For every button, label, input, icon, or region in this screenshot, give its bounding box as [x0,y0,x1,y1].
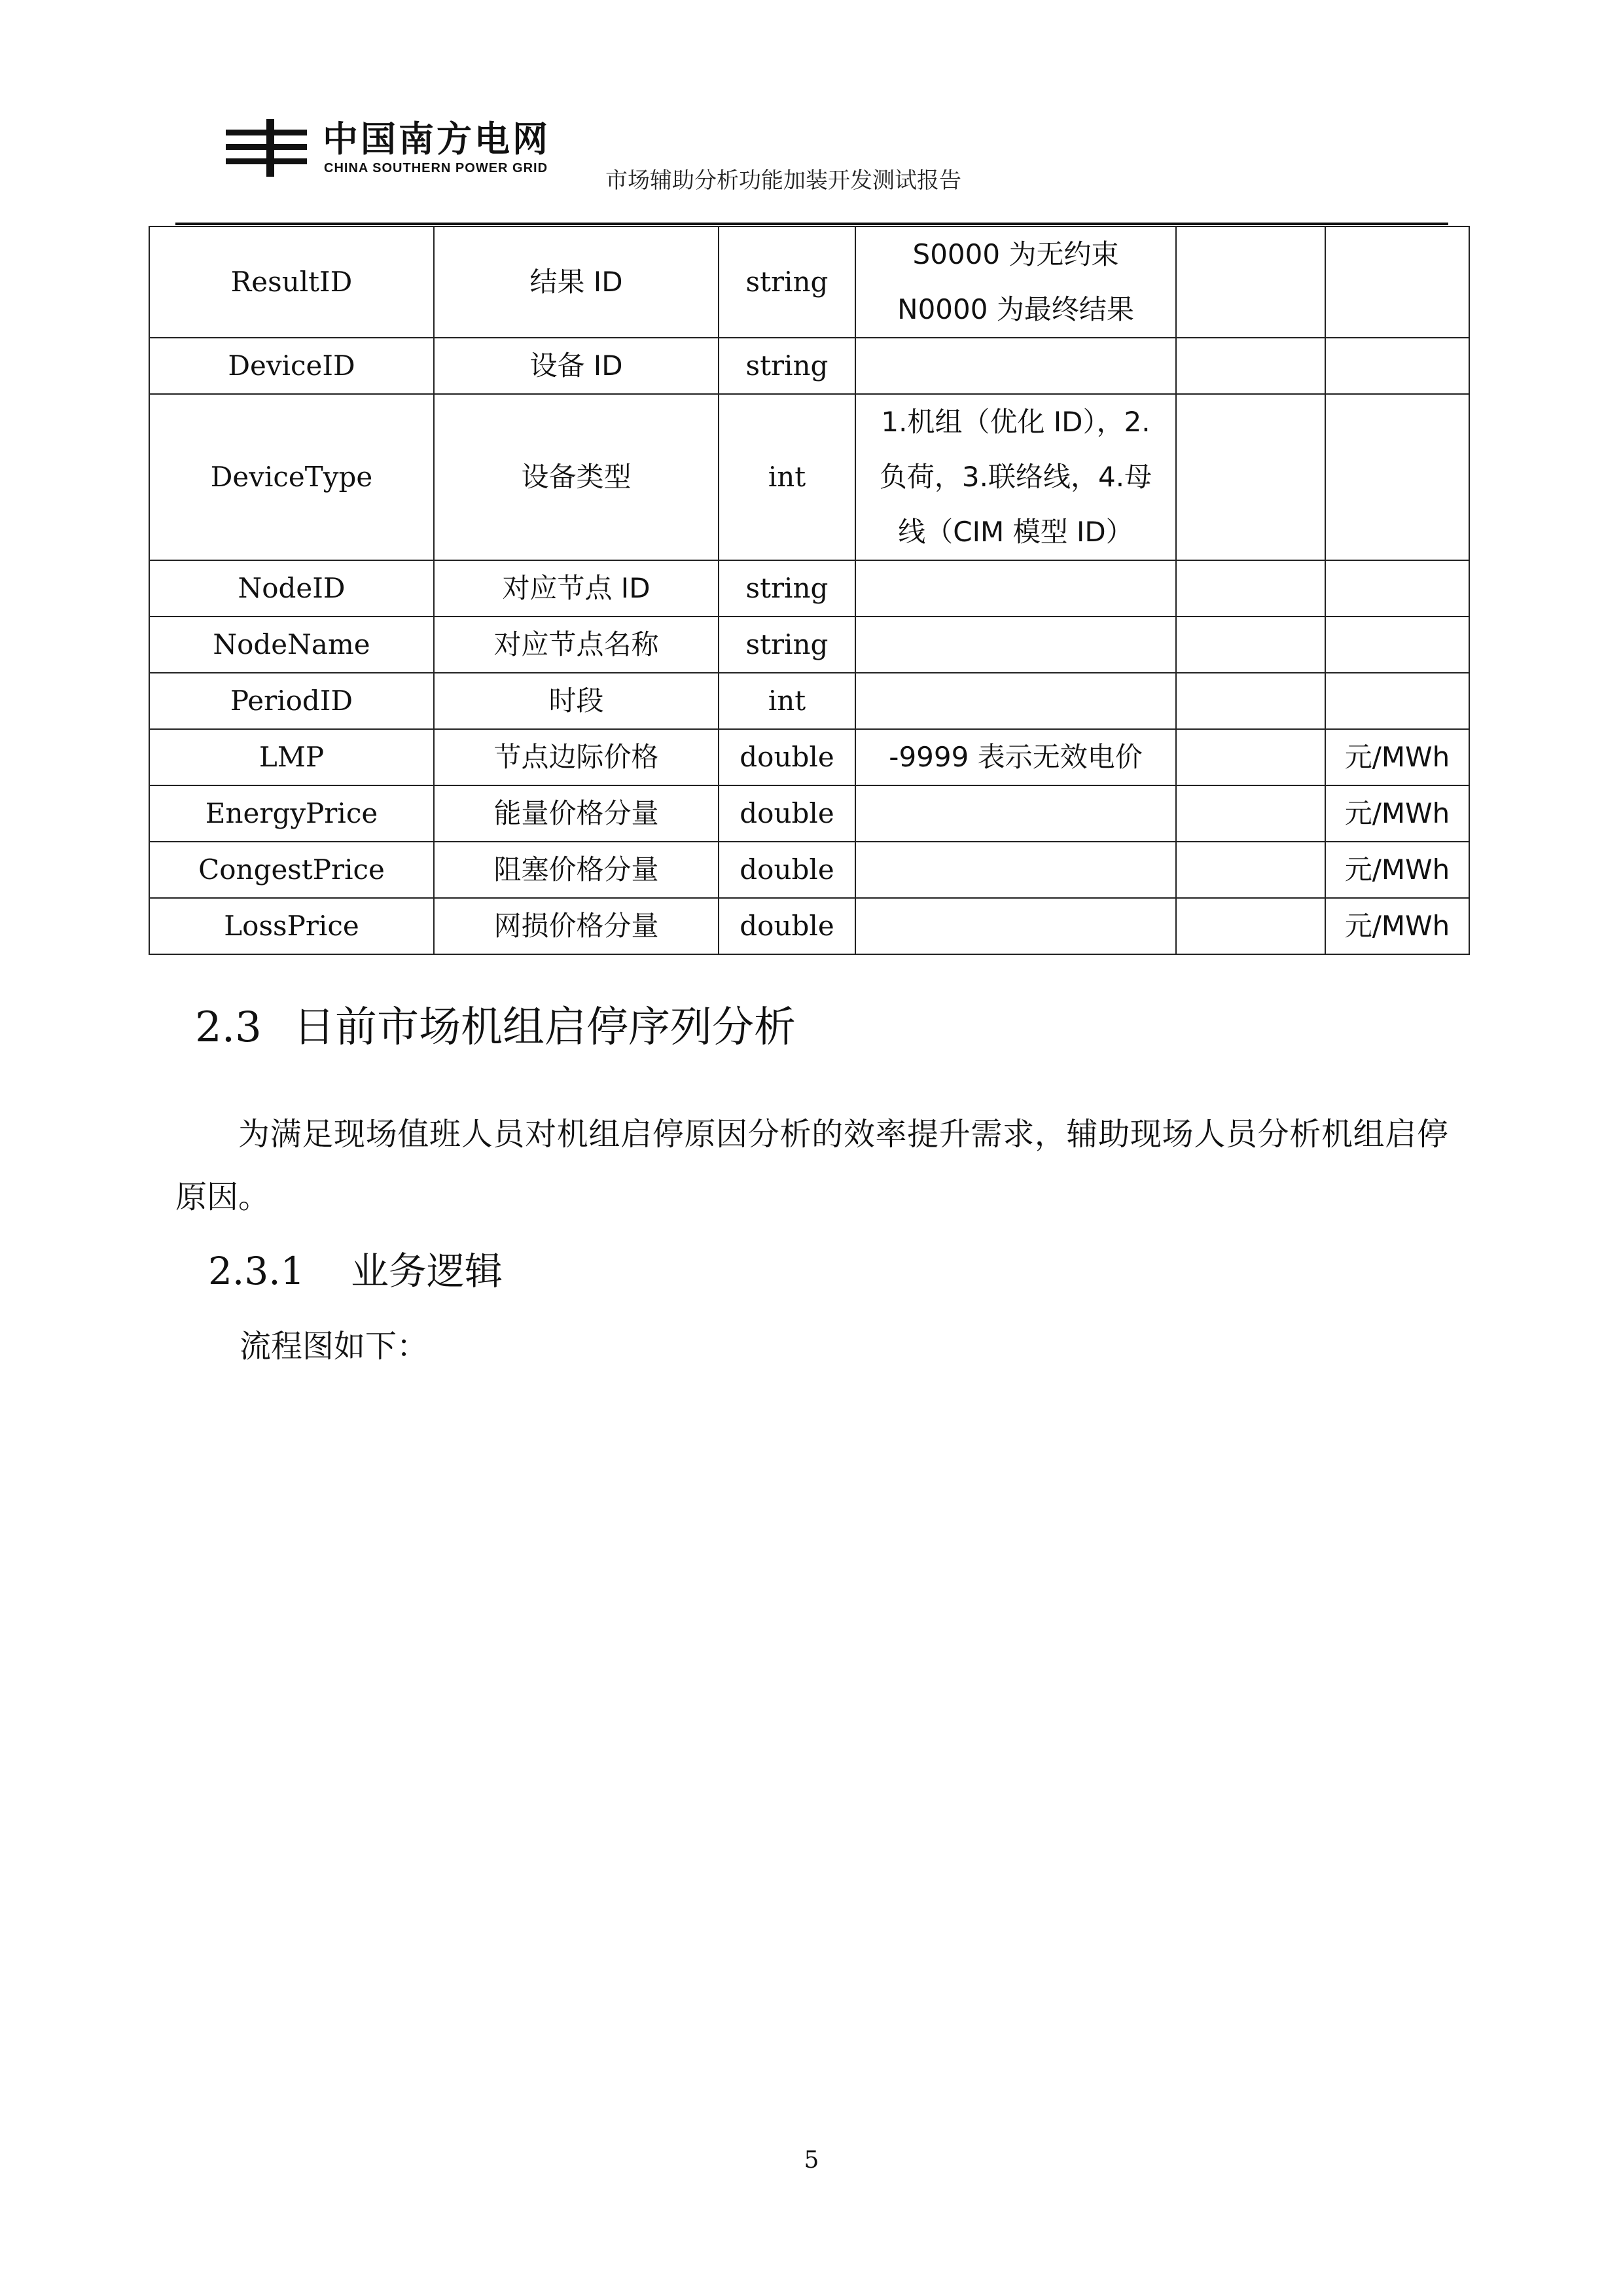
cell-type: string [719,226,855,338]
cell-name: 节点边际价格 [434,729,719,785]
cell-unit: 元/MWh [1325,729,1469,785]
cell-type: double [719,898,855,954]
subsection-number: 2.3.1 [208,1249,305,1293]
cell-extra [1176,785,1325,842]
cell-unit [1325,673,1469,729]
table-row [149,617,1469,673]
desc-line: S0000 为无约束 [912,238,1119,270]
cell-type: double [719,785,855,842]
cell-desc [855,394,1176,560]
table-row [149,338,1469,394]
cell-extra [1176,898,1325,954]
cell-desc [855,785,1176,842]
cell-unit [1325,394,1469,560]
table-row [149,673,1469,729]
table-row [149,842,1469,898]
flowchart-caption: 流程图如下： [240,1328,429,1365]
table-row [149,785,1469,842]
cell-unit [1325,560,1469,617]
subsection-title: 业务逻辑 [351,1249,503,1293]
cell-unit [1325,226,1469,338]
table-row [149,560,1469,617]
logo-chinese-name: 中国南方电网 [323,118,550,160]
cell-type: string [719,617,855,673]
section-number: 2.3 [195,1003,262,1052]
cell-extra [1176,394,1325,560]
cell-field: NodeID [149,560,434,617]
cell-name: 对应节点 ID [434,560,719,617]
cell-name: 阻塞价格分量 [434,842,719,898]
table-row [149,729,1469,785]
power-grid-logo-icon [226,115,311,181]
cell-unit [1325,617,1469,673]
table-body [149,226,1469,954]
cell-name: 对应节点名称 [434,617,719,673]
cell-type: string [719,338,855,394]
cell-extra [1176,338,1325,394]
cell-desc [855,729,1176,785]
cell-field: EnergyPrice [149,785,434,842]
cell-unit: 元/MWh [1325,898,1469,954]
desc-line: -9999 表示无效电价 [889,741,1143,773]
header-divider [175,223,1448,225]
desc-line: 负荷，3.联络线，4.母 [879,461,1152,493]
cell-field: LossPrice [149,898,434,954]
desc-line: 1.机组（优化 ID），2. [881,406,1150,438]
cell-field: DeviceType [149,394,434,560]
cell-type: int [719,394,855,560]
page-header [0,0,1623,236]
cell-desc [855,673,1176,729]
cell-type: int [719,673,855,729]
cell-desc [855,898,1176,954]
cell-name: 网损价格分量 [434,898,719,954]
cell-field: NodeName [149,617,434,673]
cell-extra [1176,729,1325,785]
cell-desc [855,560,1176,617]
cell-unit [1325,338,1469,394]
cell-name: 设备类型 [434,394,719,560]
section-heading-2-3 [195,994,796,1054]
cell-name: 设备 ID [434,338,719,394]
table-row [149,226,1469,338]
cell-type: double [719,842,855,898]
cell-field: ResultID [149,226,434,338]
cell-field: LMP [149,729,434,785]
section-paragraph: 为满足现场值班人员对机组启停原因分析的效率提升需求，辅助现场人员分析机组启停原因。 [175,1116,1448,1215]
cell-unit: 元/MWh [1325,842,1469,898]
cell-name: 时段 [434,673,719,729]
section-heading-2-3-1 [208,1240,503,1295]
cell-type: double [719,729,855,785]
cell-name: 结果 ID [434,226,719,338]
cell-extra [1176,226,1325,338]
cell-field: CongestPrice [149,842,434,898]
table-row [149,898,1469,954]
cell-field: PeriodID [149,673,434,729]
cell-extra [1176,842,1325,898]
page-number: 5 [804,2147,819,2174]
cell-unit: 元/MWh [1325,785,1469,842]
company-logo [226,110,566,188]
cell-desc [855,617,1176,673]
cell-desc [855,226,1176,338]
document-title: 市场辅助分析功能加装开发测试报告 [605,168,961,194]
section-title: 日前市场机组启停序列分析 [293,1003,796,1052]
logo-english-name: CHINA SOUTHERN POWER GRID [324,161,548,175]
cell-extra [1176,617,1325,673]
table-row [149,394,1469,560]
cell-extra [1176,560,1325,617]
cell-field: DeviceID [149,338,434,394]
cell-desc [855,842,1176,898]
field-spec-table [149,226,1470,955]
desc-line: 线（CIM 模型 ID） [898,516,1133,548]
cell-name: 能量价格分量 [434,785,719,842]
desc-line: N0000 为最终结果 [897,293,1134,325]
cell-desc [855,338,1176,394]
cell-type: string [719,560,855,617]
cell-extra [1176,673,1325,729]
